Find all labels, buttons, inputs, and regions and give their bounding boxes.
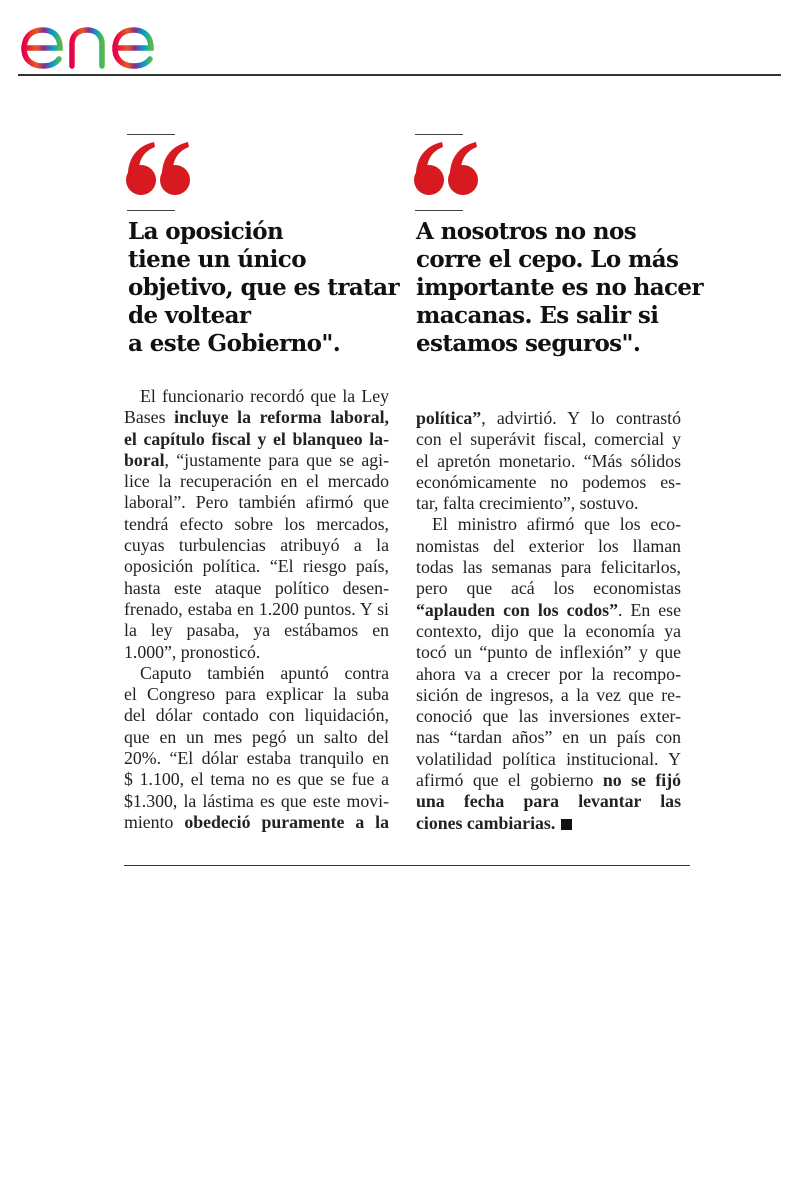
text-segment: sición de ingresos, a la vez que re- [416, 684, 681, 705]
text-segment: tendrá efecto sobre los mercados, [124, 513, 389, 534]
text-line [416, 685, 681, 706]
article-end-rule [124, 865, 690, 866]
text-line [416, 493, 681, 514]
text-line [124, 705, 389, 726]
text-line [416, 472, 681, 493]
text-segment: $ 1.100, el tema no es que se fue a [124, 769, 389, 790]
quote-line: importante es no hacer [416, 274, 703, 301]
text-segment: nomistas del exterior los llaman [416, 535, 681, 556]
text-segment: con el superávit fiscal, comercial y [416, 429, 681, 450]
text-line [124, 684, 389, 705]
bold-text: política” [416, 408, 482, 428]
bold-text: ciones cambiarias. [416, 812, 556, 833]
text-line [416, 770, 681, 791]
text-segment: volatilidad política institucional. Y [416, 748, 681, 769]
text-line [416, 727, 681, 748]
text-segment: , advirtió. Y lo contrastó [481, 408, 681, 428]
text-line [416, 706, 681, 727]
text-segment: económicamente no podemos es- [416, 471, 681, 492]
quote-mark-icon [124, 140, 194, 198]
bold-text: una fecha para levantar las [416, 791, 681, 812]
text-segment: miento [124, 811, 185, 832]
text-segment: , “justamente para que se agi- [164, 449, 389, 470]
text-line [124, 791, 389, 812]
text-line [124, 599, 389, 620]
text-segment: pero que acá los economistas [416, 578, 681, 599]
pull-quote-right [416, 218, 703, 358]
text-line [416, 451, 681, 472]
text-line [416, 557, 681, 578]
text-line [124, 386, 389, 407]
text-segment: del dólar contado con liquidación, [124, 705, 389, 726]
end-mark-icon [561, 819, 572, 830]
quote-mark-icon [412, 140, 482, 198]
text-line [124, 556, 389, 577]
quote-rule-bottom [127, 210, 175, 211]
text-line [124, 514, 389, 535]
quote-rule-top [415, 134, 463, 135]
quote-line: tiene un único [128, 246, 306, 273]
text-segment: ahora va a crecer por la recompo- [416, 663, 681, 684]
text-line [416, 514, 681, 535]
article-column-right [416, 408, 681, 834]
text-segment: que en un mes pegó un salto del [124, 726, 389, 747]
pull-quote-left [128, 218, 399, 358]
text-segment: $1.300, la lástima es que este movi- [124, 790, 389, 811]
text-line [124, 535, 389, 556]
text-line [416, 408, 681, 429]
text-segment: nas “tardan años” en un país con [416, 727, 681, 748]
quote-line: estamos seguros". [416, 330, 641, 357]
text-line [416, 749, 681, 770]
text-segment: hasta este ataque político desen- [124, 577, 389, 598]
text-line [416, 536, 681, 557]
text-line [416, 664, 681, 685]
text-line [124, 642, 389, 663]
enel-logo [18, 4, 193, 72]
text-line [124, 578, 389, 599]
text-line [124, 450, 389, 471]
bold-text: “aplauden con los codos” [416, 599, 618, 620]
text-segment: Bases [124, 407, 175, 428]
text-line [416, 642, 681, 663]
text-line [124, 748, 389, 769]
text-line [124, 492, 389, 513]
header-rule [18, 74, 781, 76]
quote-rule-bottom [415, 210, 463, 211]
quote-line: a este Gobierno". [128, 330, 341, 357]
quote-line: objetivo, que es tratar [128, 274, 399, 301]
text-segment: conoció que las inversiones exter- [416, 706, 681, 727]
text-line [416, 621, 681, 642]
text-segment: El ministro afirmó que los eco- [432, 514, 681, 535]
quote-rule-top [127, 134, 175, 135]
text-line [416, 813, 681, 834]
text-line [124, 769, 389, 790]
bold-text: obedeció puramente a la [184, 811, 389, 832]
text-segment: todas las semanas para felicitarlos, [416, 557, 681, 578]
text-segment: 20%. “El dólar estaba tranquilo en [124, 748, 389, 769]
text-segment: el Congreso para explicar la suba [124, 684, 389, 705]
text-segment: frenado, estaba en 1.200 puntos. Y si [124, 598, 389, 619]
text-line [124, 407, 389, 428]
text-line [124, 812, 389, 833]
bold-text: el capítulo fiscal y el blanqueo la- [124, 428, 389, 449]
text-line [124, 663, 389, 684]
text-line [124, 620, 389, 641]
text-segment: oposición política. “El riesgo país, [124, 556, 389, 577]
text-segment: tar, falta crecimiento”, sostuvo. [416, 493, 639, 514]
quote-line: A nosotros no nos [416, 218, 637, 245]
text-line [124, 471, 389, 492]
text-segment: laboral”. Pero también afirmó que [124, 492, 389, 513]
text-segment: Caputo también apuntó contra [140, 662, 389, 683]
text-segment: cuyas turbulencias atribuyó a la [124, 535, 389, 556]
text-segment: el apretón monetario. “Más sólidos [416, 450, 681, 471]
article-column-left [124, 386, 389, 833]
text-line [124, 429, 389, 450]
quote-line: La oposición [128, 218, 284, 245]
text-segment: El funcionario recordó que la Ley [140, 386, 389, 406]
text-segment: afirmó que el gobierno [416, 770, 603, 791]
quote-line: macanas. Es salir si [416, 302, 659, 329]
text-segment: contexto, dijo que la economía ya [416, 620, 681, 641]
text-line [416, 429, 681, 450]
bold-text: incluye la reforma laboral, [174, 407, 389, 428]
bold-text: no se fijó [602, 770, 681, 791]
text-line [124, 727, 389, 748]
text-segment: la ley pasaba, ya estábamos en [124, 620, 389, 641]
text-line [416, 578, 681, 599]
text-segment: tocó un “punto de inflexión” y que [416, 642, 681, 663]
quote-line: de voltear [128, 302, 251, 329]
text-line [416, 600, 681, 621]
quote-line: corre el cepo. Lo más [416, 246, 679, 273]
bold-text: boral [124, 449, 165, 470]
text-segment: . En ese [618, 599, 681, 620]
text-line [416, 791, 681, 812]
text-segment: lice la recuperación en el mercado [124, 471, 389, 492]
text-segment: 1.000”, pronosticó. [124, 641, 261, 662]
